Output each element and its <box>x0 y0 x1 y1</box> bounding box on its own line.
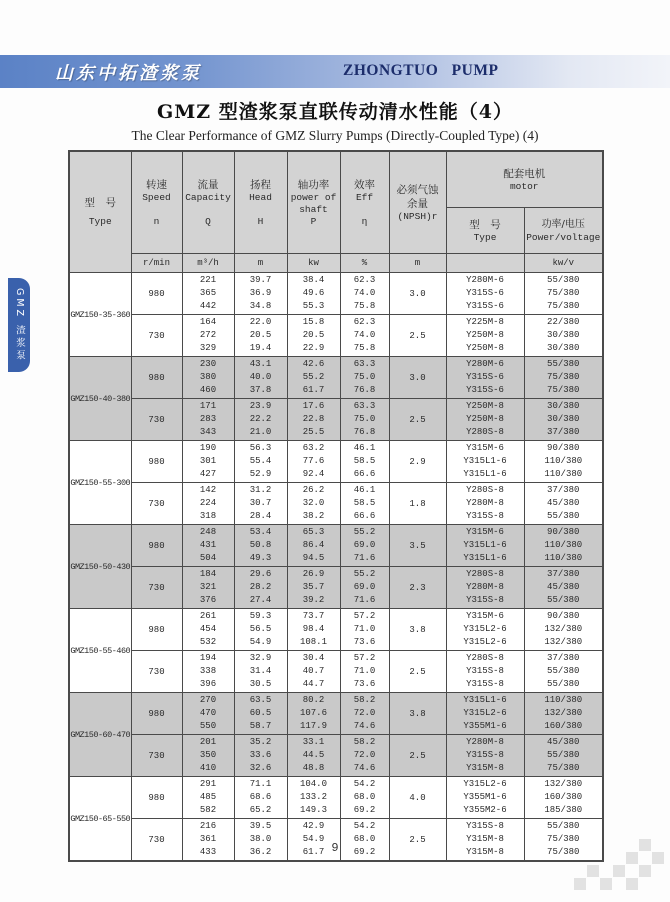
cell-npsh: 2.5 <box>389 315 446 357</box>
cell-shaft-power: 73.7 98.4 108.1 <box>287 609 340 651</box>
cell-head: 23.9 22.2 21.0 <box>234 399 287 441</box>
cell-shaft-power: 42.6 55.2 61.7 <box>287 357 340 399</box>
cell-capacity: 230 380 460 <box>182 357 234 399</box>
cell-shaft-power: 26.9 35.7 39.2 <box>287 567 340 609</box>
cell-shaft-power: 17.6 22.8 25.5 <box>287 399 340 441</box>
page-title: GMZ 型渣浆泵直联传动清水性能（4） <box>157 101 513 123</box>
cell-shaft-power: 26.2 32.0 38.2 <box>287 483 340 525</box>
cell-speed: 980 <box>131 525 182 567</box>
cell-shaft-power: 30.4 40.7 44.7 <box>287 651 340 693</box>
cell-capacity: 190 301 427 <box>182 441 234 483</box>
cell-npsh: 3.5 <box>389 525 446 567</box>
cell-npsh: 1.8 <box>389 483 446 525</box>
cell-motor-power-voltage: 110/380 132/380 160/380 <box>524 693 603 735</box>
cell-shaft-power: 38.4 49.6 55.3 <box>287 273 340 315</box>
cell-capacity: 171 283 343 <box>182 399 234 441</box>
cell-head: 39.5 38.0 36.2 <box>234 819 287 862</box>
cell-motor-type: Y280S-8 Y280M-8 Y315S-8 <box>446 567 524 609</box>
cell-motor-power-voltage: 55/380 75/380 75/380 <box>524 819 603 862</box>
unit-efficiency: % <box>340 254 389 273</box>
table-row-GMZ150-40-380-730 <box>69 399 603 441</box>
cell-capacity: 184 321 376 <box>182 567 234 609</box>
cell-capacity: 270 470 550 <box>182 693 234 735</box>
cell-efficiency: 54.2 68.0 69.2 <box>340 777 389 819</box>
cell-motor-power-voltage: 37/380 45/380 55/380 <box>524 567 603 609</box>
table-row-GMZ150-55-460-980 <box>69 609 603 651</box>
cell-efficiency: 62.3 74.0 75.8 <box>340 315 389 357</box>
cell-motor-power-voltage: 90/380 110/380 110/380 <box>524 441 603 483</box>
table-row-GMZ150-50-430-730 <box>69 567 603 609</box>
cell-head: 32.9 31.4 30.5 <box>234 651 287 693</box>
cell-motor-power-voltage: 132/380 160/380 185/380 <box>524 777 603 819</box>
cell-shaft-power: 33.1 44.5 48.8 <box>287 735 340 777</box>
cell-shaft-power: 63.2 77.6 92.4 <box>287 441 340 483</box>
cell-efficiency: 54.2 68.0 69.2 <box>340 819 389 862</box>
cell-motor-type: Y280M-8 Y315S-8 Y315M-8 <box>446 735 524 777</box>
cell-efficiency: 57.2 71.0 73.6 <box>340 609 389 651</box>
cell-head: 29.6 28.2 27.4 <box>234 567 287 609</box>
cell-motor-type: Y280S-8 Y315S-8 Y315S-8 <box>446 651 524 693</box>
cell-pump-type: GMZ150-40-380 <box>69 357 131 441</box>
cell-capacity: 261 454 532 <box>182 609 234 651</box>
cell-motor-power-voltage: 37/380 45/380 55/380 <box>524 483 603 525</box>
cell-pump-type: GMZ150-50-430 <box>69 525 131 609</box>
table-row-GMZ150-35-360-980 <box>69 273 603 315</box>
cell-motor-power-voltage: 55/380 75/380 75/380 <box>524 273 603 315</box>
unit-capacity: m³/h <box>182 254 234 273</box>
cell-motor-type: Y315M-6 Y315L1-6 Y315L1-6 <box>446 525 524 567</box>
cell-head: 53.4 50.8 49.3 <box>234 525 287 567</box>
cell-speed: 980 <box>131 777 182 819</box>
cell-motor-type: Y315L1-6 Y315L2-6 Y355M1-6 <box>446 693 524 735</box>
unit-motor-power-voltage: kw/v <box>524 254 603 273</box>
cell-head: 22.0 20.5 19.4 <box>234 315 287 357</box>
cell-npsh: 2.9 <box>389 441 446 483</box>
table-row-GMZ150-65-550-980 <box>69 777 603 819</box>
cell-head: 63.5 60.5 58.7 <box>234 693 287 735</box>
cell-efficiency: 63.3 75.0 76.8 <box>340 399 389 441</box>
cell-efficiency: 55.2 69.0 71.6 <box>340 525 389 567</box>
cell-pump-type: GMZ150-35-360 <box>69 273 131 357</box>
table-row-GMZ150-55-300-980 <box>69 441 603 483</box>
cell-pump-type: GMZ150-65-550 <box>69 777 131 862</box>
cell-shaft-power: 104.0 133.2 149.3 <box>287 777 340 819</box>
brand-logo-calligraphy: 山东中拓渣浆泵 <box>55 63 202 84</box>
cell-shaft-power: 42.9 54.9 61.7 <box>287 819 340 862</box>
unit-speed: r/min <box>131 254 182 273</box>
cell-motor-power-voltage: 22/380 30/380 30/380 <box>524 315 603 357</box>
cell-head: 39.7 36.9 34.8 <box>234 273 287 315</box>
col-header-speed: 转速 Speed n <box>131 151 182 254</box>
cell-npsh: 4.0 <box>389 777 446 819</box>
cell-efficiency: 62.3 74.0 75.8 <box>340 273 389 315</box>
cell-speed: 730 <box>131 651 182 693</box>
table-row-GMZ150-50-430-980 <box>69 525 603 567</box>
cell-shaft-power: 80.2 107.6 117.9 <box>287 693 340 735</box>
table-row-GMZ150-40-380-980 <box>69 357 603 399</box>
cell-efficiency: 55.2 69.0 71.6 <box>340 567 389 609</box>
cell-motor-type: Y315L2-6 Y355M1-6 Y355M2-6 <box>446 777 524 819</box>
cell-speed: 980 <box>131 357 182 399</box>
cell-efficiency: 46.1 58.5 66.6 <box>340 441 389 483</box>
col-header-npsh: 必须气蚀 余量 (NPSH)r <box>389 151 446 254</box>
cell-motor-type: Y250M-8 Y250M-8 Y280S-8 <box>446 399 524 441</box>
cell-capacity: 248 431 504 <box>182 525 234 567</box>
brand-bar <box>0 55 670 88</box>
cell-motor-type: Y315S-8 Y315M-8 Y315M-8 <box>446 819 524 862</box>
cell-capacity: 221 365 442 <box>182 273 234 315</box>
cell-npsh: 2.5 <box>389 651 446 693</box>
cell-efficiency: 58.2 72.0 74.6 <box>340 693 389 735</box>
col-header-capacity: 流量 Capacity Q <box>182 151 234 254</box>
cell-head: 31.2 30.7 28.4 <box>234 483 287 525</box>
cell-motor-power-voltage: 45/380 55/380 75/380 <box>524 735 603 777</box>
cell-capacity: 216 361 433 <box>182 819 234 862</box>
cell-pump-type: GMZ150-55-460 <box>69 609 131 693</box>
cell-head: 56.3 55.4 52.9 <box>234 441 287 483</box>
cell-capacity: 291 485 582 <box>182 777 234 819</box>
cell-speed: 730 <box>131 483 182 525</box>
cell-speed: 980 <box>131 609 182 651</box>
table-row-GMZ150-35-360-730 <box>69 315 603 357</box>
page-number: 9 <box>331 841 339 855</box>
col-header-motor-group: 配套电机 motor <box>446 151 603 208</box>
brand-name-english: ZHONGTUO PUMP <box>343 62 499 79</box>
cell-motor-power-voltage: 90/380 132/380 132/380 <box>524 609 603 651</box>
cell-efficiency: 57.2 71.0 73.6 <box>340 651 389 693</box>
cell-speed: 730 <box>131 315 182 357</box>
cell-motor-power-voltage: 90/380 110/380 110/380 <box>524 525 603 567</box>
cell-speed: 980 <box>131 441 182 483</box>
pump-performance-table <box>68 150 604 862</box>
table-row-GMZ150-60-470-980 <box>69 693 603 735</box>
col-header-motor-power-voltage: 功率/电压 Power/voltage <box>524 208 603 254</box>
cell-npsh: 2.5 <box>389 819 446 862</box>
table-row-GMZ150-60-470-730 <box>69 735 603 777</box>
cell-npsh: 2.5 <box>389 735 446 777</box>
cell-motor-power-voltage: 30/380 30/380 37/380 <box>524 399 603 441</box>
page-subtitle: The Clear Performance of GMZ Slurry Pumps (Directly-Coupled Type) (4) <box>131 128 539 143</box>
cell-npsh: 2.5 <box>389 399 446 441</box>
table-row-GMZ150-55-460-730 <box>69 651 603 693</box>
col-header-type: 型 号 Type <box>69 151 131 273</box>
cell-efficiency: 58.2 72.0 74.6 <box>340 735 389 777</box>
cell-pump-type: GMZ150-60-470 <box>69 693 131 777</box>
cell-motor-power-voltage: 55/380 75/380 75/380 <box>524 357 603 399</box>
cell-speed: 730 <box>131 819 182 862</box>
cell-motor-type: Y315M-6 Y315L1-6 Y315L1-6 <box>446 441 524 483</box>
cell-npsh: 3.0 <box>389 357 446 399</box>
cell-speed: 980 <box>131 693 182 735</box>
col-header-efficiency: 效率 Eff η <box>340 151 389 254</box>
cell-pump-type: GMZ150-55-300 <box>69 441 131 525</box>
cell-npsh: 2.3 <box>389 567 446 609</box>
cell-npsh: 3.8 <box>389 609 446 651</box>
cell-head: 35.2 33.6 32.6 <box>234 735 287 777</box>
col-header-motor-type: 型 号 Type <box>446 208 524 254</box>
cell-motor-type: Y225M-8 Y250M-8 Y250M-8 <box>446 315 524 357</box>
cell-npsh: 3.8 <box>389 693 446 735</box>
unit-npsh: m <box>389 254 446 273</box>
cell-motor-power-voltage: 37/380 55/380 55/380 <box>524 651 603 693</box>
unit-head: m <box>234 254 287 273</box>
cell-efficiency: 46.1 58.5 66.6 <box>340 483 389 525</box>
cell-speed: 730 <box>131 399 182 441</box>
cell-head: 43.1 40.0 37.8 <box>234 357 287 399</box>
cell-capacity: 164 272 329 <box>182 315 234 357</box>
unit-motor-type <box>446 254 524 273</box>
side-tab-gmz-slurry-pump: GMZ 渣浆泵 <box>8 278 30 372</box>
cell-head: 71.1 68.6 65.2 <box>234 777 287 819</box>
cell-head: 59.3 56.5 54.9 <box>234 609 287 651</box>
unit-shaft-power: kw <box>287 254 340 273</box>
cell-efficiency: 63.3 75.0 76.8 <box>340 357 389 399</box>
cell-capacity: 201 350 410 <box>182 735 234 777</box>
cell-shaft-power: 15.8 20.5 22.9 <box>287 315 340 357</box>
cell-motor-type: Y280M-6 Y315S-6 Y315S-6 <box>446 273 524 315</box>
cell-motor-type: Y315M-6 Y315L2-6 Y315L2-6 <box>446 609 524 651</box>
pump-table-body <box>69 273 603 862</box>
cell-shaft-power: 65.3 86.4 94.5 <box>287 525 340 567</box>
cell-capacity: 194 338 396 <box>182 651 234 693</box>
cell-speed: 730 <box>131 567 182 609</box>
col-header-head: 扬程 Head H <box>234 151 287 254</box>
cell-motor-type: Y280S-8 Y280M-8 Y315S-8 <box>446 483 524 525</box>
cell-speed: 980 <box>131 273 182 315</box>
table-row-GMZ150-55-300-730 <box>69 483 603 525</box>
cell-motor-type: Y280M-6 Y315S-6 Y315S-6 <box>446 357 524 399</box>
cell-speed: 730 <box>131 735 182 777</box>
col-header-shaft-power: 轴功率 power of shaft P <box>287 151 340 254</box>
cell-npsh: 3.0 <box>389 273 446 315</box>
cell-capacity: 142 224 318 <box>182 483 234 525</box>
